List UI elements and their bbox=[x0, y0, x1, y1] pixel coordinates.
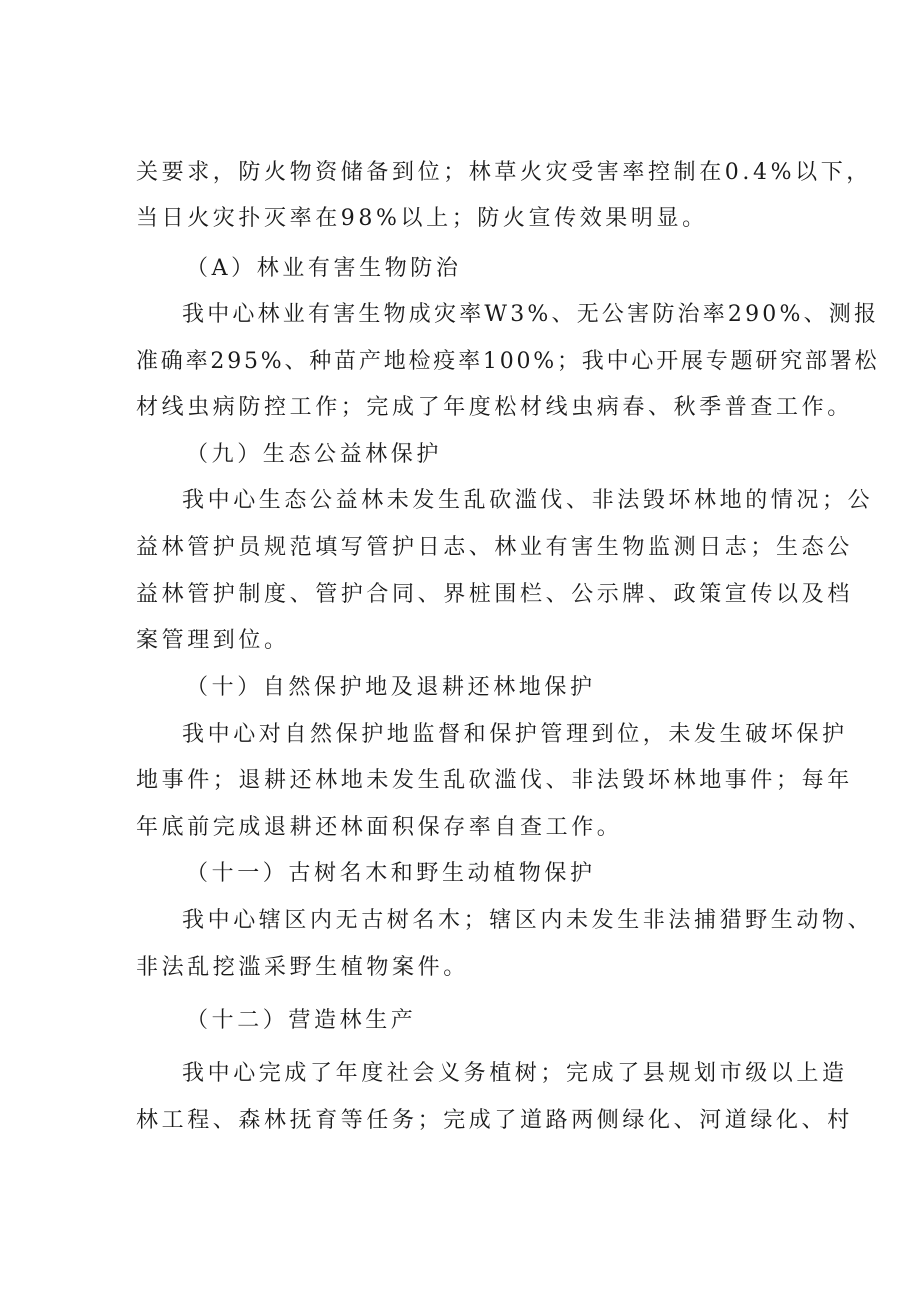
body-text-line: 我中心辖区内无古树名木；辖区内未发生非法捕猎野生动物、 bbox=[182, 908, 874, 933]
section-heading: （A）林业有害生物防治 bbox=[186, 256, 462, 281]
body-text-line: 材线虫病防控工作；完成了年度松材线虫病春、秋季普查工作。 bbox=[136, 395, 853, 420]
section-heading: （十二）营造林生产 bbox=[186, 1008, 417, 1033]
body-text-line: 关要求，防火物资储备到位；林草火灾受害率控制在0.4%以下， bbox=[136, 160, 872, 185]
body-text-line: 我中心林业有害生物成灾率W3%、无公害防治率290%、测报 bbox=[182, 302, 880, 327]
body-text-line: 案管理到位。 bbox=[136, 628, 290, 653]
section-heading: （九）生态公益林保护 bbox=[186, 442, 443, 467]
body-text-line: 年底前完成退耕还林面积保存率自查工作。 bbox=[136, 815, 623, 840]
body-text-line: 非法乱挖滥采野生植物案件。 bbox=[136, 955, 469, 980]
body-text-line: 准确率295%、种苗产地检疫率100%；我中心开展专题研究部署松 bbox=[136, 349, 880, 374]
body-text-line: 我中心对自然保护地监督和保护管理到位，未发生破坏保护 bbox=[182, 722, 848, 747]
body-text-line: 当日火灾扑灭率在98%以上；防火宣传效果明显。 bbox=[136, 206, 708, 231]
body-text-line: 益林管护制度、管护合同、界桩围栏、公示牌、政策宣传以及档 bbox=[136, 582, 853, 607]
section-heading: （十一）古树名木和野生动植物保护 bbox=[186, 861, 596, 886]
body-text-line: 益林管护员规范填写管护日志、林业有害生物监测日志；生态公 bbox=[136, 535, 853, 560]
section-heading: （十）自然保护地及退耕还林地保护 bbox=[186, 675, 596, 700]
body-text-line: 林工程、森林抚育等任务；完成了道路两侧绿化、河道绿化、村 bbox=[136, 1108, 853, 1133]
body-text-line: 我中心生态公益林未发生乱砍滥伐、非法毁坏林地的情况；公 bbox=[182, 488, 874, 513]
body-text-line: 我中心完成了年度社会义务植树；完成了县规划市级以上造 bbox=[182, 1061, 848, 1086]
body-text-line: 地事件；退耕还林地未发生乱砍滥伐、非法毁坏林地事件；每年 bbox=[136, 768, 853, 793]
